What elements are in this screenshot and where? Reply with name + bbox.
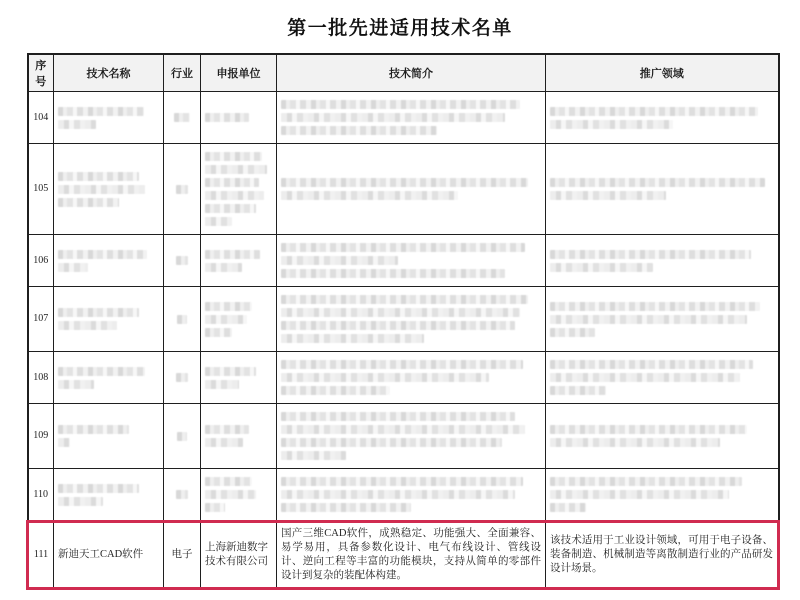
redacted-text-line	[205, 217, 232, 226]
redacted-text-line	[205, 263, 242, 272]
redacted-text-line	[550, 490, 729, 499]
redacted-text-line	[205, 425, 249, 434]
cell-name-redacted	[54, 144, 164, 235]
redacted-text-line	[550, 360, 753, 369]
table-body	[28, 92, 779, 589]
redacted-text-line	[281, 100, 520, 109]
table-row	[28, 469, 779, 522]
redacted-text-line	[205, 477, 252, 486]
technology-table	[26, 53, 780, 590]
redacted-text-line	[205, 315, 247, 324]
cell-intro-redacted	[277, 287, 546, 352]
cell-industry: 电子	[164, 522, 201, 589]
redacted-text-line	[58, 484, 139, 493]
redacted-text-line	[281, 360, 523, 369]
cell-unit-redacted	[201, 92, 277, 144]
redacted-text-line	[281, 425, 525, 434]
redacted-text-line	[205, 367, 256, 376]
cell-serial-number: 107	[28, 287, 54, 352]
cell-intro-redacted	[277, 469, 546, 522]
redacted-text-line	[58, 321, 117, 330]
redacted-text-line	[58, 198, 119, 207]
redacted-text-line	[281, 451, 346, 460]
redacted-text-line	[58, 185, 145, 194]
cell-intro-redacted	[277, 144, 546, 235]
cell-name-redacted	[54, 235, 164, 287]
redacted-text-line	[281, 321, 515, 330]
column-header-applicant-unit: 申报单位	[201, 54, 277, 92]
redacted-text-line	[205, 302, 252, 311]
redacted-text-line	[281, 386, 390, 395]
cell-industry-redacted	[164, 287, 201, 352]
redacted-text-line	[550, 263, 653, 272]
redacted-text-line	[281, 243, 525, 252]
cell-serial-number: 110	[28, 469, 54, 522]
redacted-text-line	[550, 438, 720, 447]
redacted-text-line	[205, 490, 256, 499]
redacted-text-line	[550, 107, 758, 116]
cell-serial-number: 105	[28, 144, 54, 235]
cell-name-redacted	[54, 92, 164, 144]
redacted-text-line	[281, 126, 437, 135]
cell-unit-redacted	[201, 235, 277, 287]
cell-industry-redacted	[164, 144, 201, 235]
redacted-text-line	[550, 250, 751, 259]
column-header-tech-name: 技术名称	[54, 54, 164, 92]
table-row	[28, 235, 779, 287]
redacted-text-line	[205, 152, 262, 161]
cell-serial-number: 108	[28, 352, 54, 404]
redacted-text-line	[281, 477, 523, 486]
cell-unit-redacted	[201, 352, 277, 404]
redacted-text-line	[58, 380, 94, 389]
cell-field: 该技术适用于工业设计领域，可用于电子设备、装备制造、机械制造等离散制造行业的产品研发设计场景。	[546, 522, 779, 589]
cell-industry-redacted	[164, 235, 201, 287]
redacted-text-line	[205, 380, 239, 389]
redacted-text-line	[58, 250, 147, 259]
redacted-text-line	[281, 256, 398, 265]
redacted-text-line	[176, 256, 189, 265]
cell-industry-redacted	[164, 404, 201, 469]
redacted-text-line	[281, 191, 458, 200]
redacted-text-line	[58, 367, 145, 376]
cell-field-redacted	[546, 235, 779, 287]
column-header-tech-intro: 技术简介	[277, 54, 546, 92]
redacted-text-line	[550, 315, 747, 324]
redacted-text-line	[281, 269, 505, 278]
cell-serial-number: 104	[28, 92, 54, 144]
cell-serial-number: 111	[28, 522, 54, 589]
cell-name-redacted	[54, 469, 164, 522]
table-row	[28, 287, 779, 352]
cell-name-redacted	[54, 404, 164, 469]
redacted-text-line	[281, 113, 505, 122]
redacted-text-line	[205, 438, 243, 447]
redacted-text-line	[205, 191, 264, 200]
redacted-text-line	[281, 295, 528, 304]
column-header-promotion-field: 推广领域	[546, 54, 779, 92]
cell-serial-number: 106	[28, 235, 54, 287]
redacted-text-line	[281, 503, 411, 512]
redacted-text-line	[281, 412, 515, 421]
redacted-text-line	[58, 438, 70, 447]
redacted-text-line	[58, 425, 129, 434]
redacted-text-line	[205, 178, 259, 187]
redacted-text-line	[281, 334, 424, 343]
cell-name: 新迪天工CAD软件	[54, 522, 164, 589]
redacted-text-line	[177, 432, 187, 441]
cell-unit: 上海新迪数字技术有限公司	[201, 522, 277, 589]
cell-name-redacted	[54, 352, 164, 404]
redacted-text-line	[205, 165, 267, 174]
cell-industry-redacted	[164, 92, 201, 144]
column-header-serial: 序号	[28, 54, 54, 92]
redacted-text-line	[205, 204, 256, 213]
redacted-text-line	[550, 191, 666, 200]
redacted-text-line	[550, 120, 673, 129]
redacted-text-line	[58, 120, 96, 129]
document-page	[0, 13, 800, 590]
table-row	[28, 404, 779, 469]
cell-unit-redacted	[201, 469, 277, 522]
cell-unit-redacted	[201, 404, 277, 469]
table-row	[28, 352, 779, 404]
redacted-text-line	[550, 302, 760, 311]
redacted-text-line	[550, 178, 765, 187]
cell-field-redacted	[546, 469, 779, 522]
redacted-text-line	[205, 503, 225, 512]
table-row	[28, 144, 779, 235]
redacted-text-line	[58, 263, 88, 272]
redacted-text-line	[205, 113, 249, 122]
cell-intro-redacted	[277, 352, 546, 404]
redacted-text-line	[176, 185, 188, 194]
cell-industry-redacted	[164, 352, 201, 404]
redacted-text-line	[281, 438, 502, 447]
redacted-text-line	[550, 477, 742, 486]
redacted-text-line	[281, 490, 515, 499]
redacted-text-line	[550, 386, 606, 395]
cell-field-redacted	[546, 144, 779, 235]
table-row	[28, 92, 779, 144]
redacted-text-line	[550, 328, 595, 337]
page-title: 第一批先进适用技术名单	[287, 18, 513, 39]
cell-intro-redacted	[277, 92, 546, 144]
cell-intro: 国产三维CAD软件，成熟稳定、功能强大、全面兼容、易学易用，具备参数化设计、电气布线设计、管线设计、逆向工程等丰富的功能模块，支持从简单的零部件设计到复杂的装配体构建。	[277, 522, 546, 589]
cell-unit-redacted	[201, 287, 277, 352]
cell-field-redacted	[546, 352, 779, 404]
redacted-text-line	[58, 172, 139, 181]
redacted-text-line	[550, 503, 586, 512]
cell-intro-redacted	[277, 404, 546, 469]
cell-serial-number: 109	[28, 404, 54, 469]
cell-industry-redacted	[164, 469, 201, 522]
redacted-text-line	[281, 178, 528, 187]
redacted-text-line	[205, 328, 232, 337]
column-header-industry: 行业	[164, 54, 201, 92]
redacted-text-line	[281, 308, 520, 317]
redacted-text-line	[58, 107, 144, 116]
redacted-text-line	[281, 373, 489, 382]
cell-field-redacted	[546, 92, 779, 144]
table-header-row	[28, 54, 779, 92]
redacted-text-line	[174, 113, 189, 122]
redacted-text-line	[58, 308, 139, 317]
redacted-text-line	[550, 373, 740, 382]
table-row-highlighted	[28, 522, 779, 589]
redacted-text-line	[176, 490, 189, 499]
cell-name-redacted	[54, 287, 164, 352]
redacted-text-line	[58, 497, 103, 506]
cell-field-redacted	[546, 404, 779, 469]
cell-intro-redacted	[277, 235, 546, 287]
cell-unit-redacted	[201, 144, 277, 235]
redacted-text-line	[176, 373, 187, 382]
redacted-text-line	[205, 250, 260, 259]
redacted-text-line	[177, 315, 187, 324]
redacted-text-line	[550, 425, 747, 434]
cell-field-redacted	[546, 287, 779, 352]
